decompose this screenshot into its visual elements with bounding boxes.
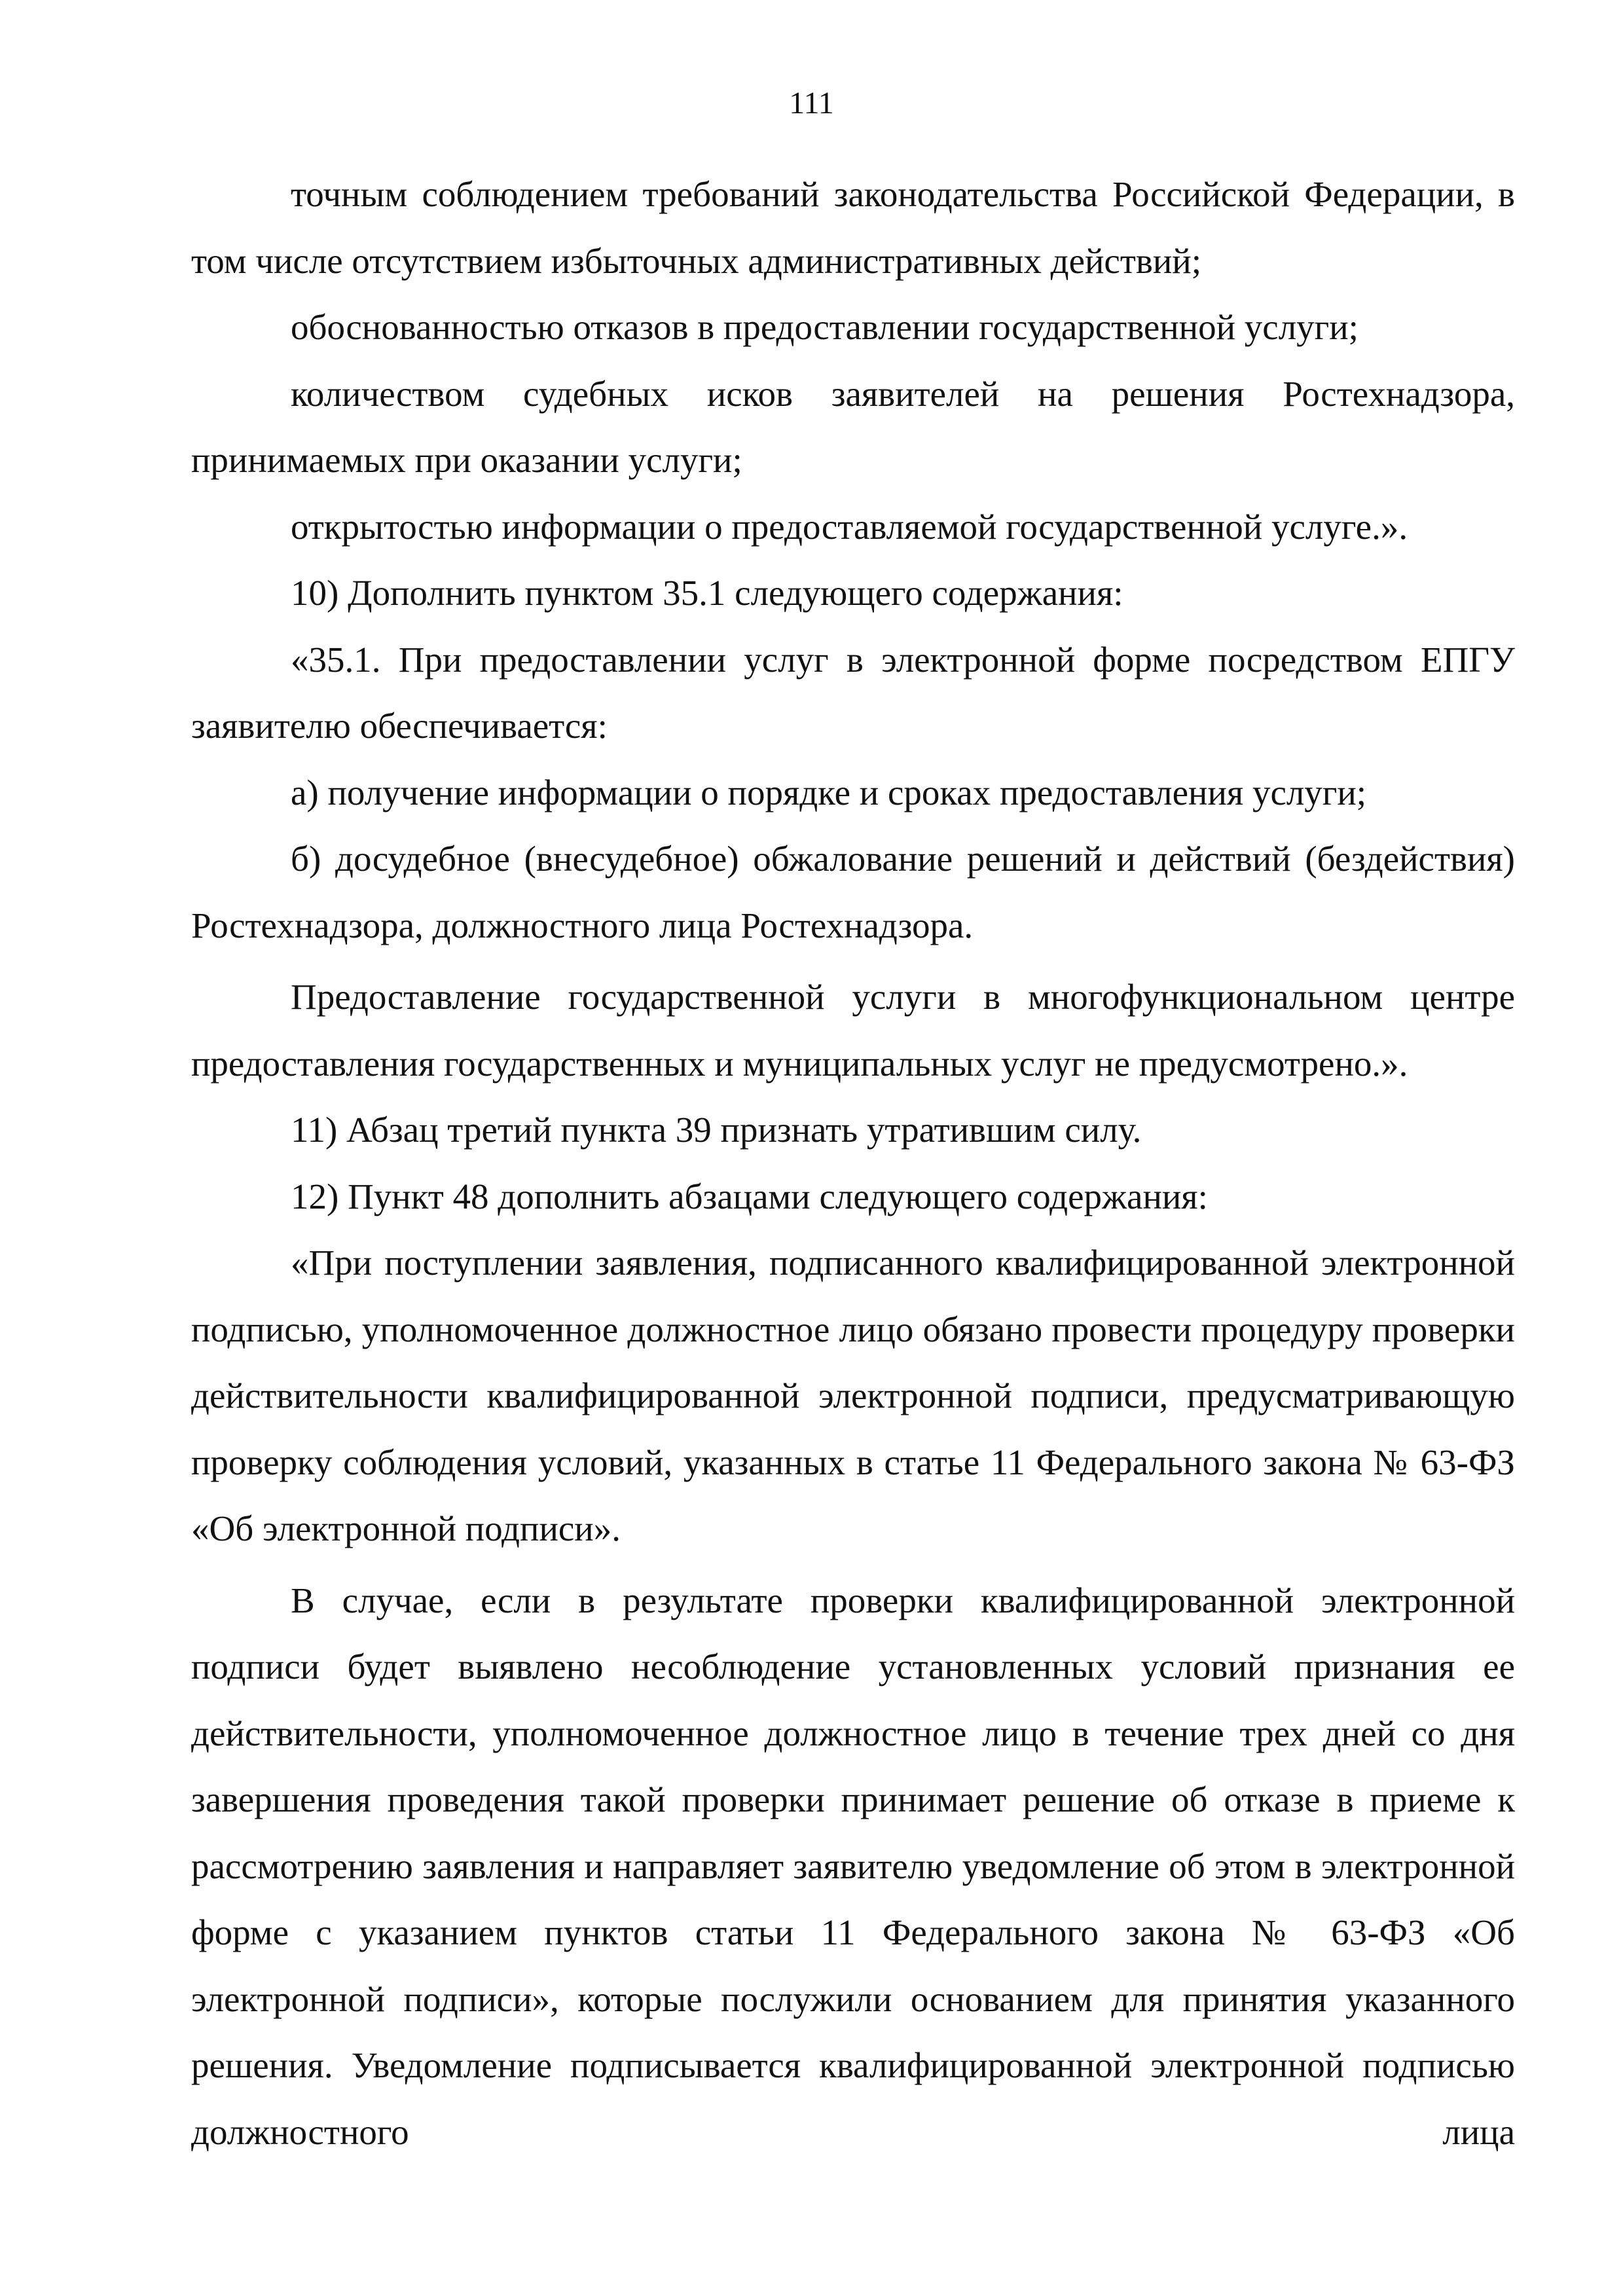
paragraph: открытостью информации о предоставляемой государственной услуге.». <box>291 506 1408 547</box>
paragraph: а) получение информации о порядке и сроках предоставления услуги; <box>291 772 1367 812</box>
paragraph: 11) Абзац третий пункта 39 признать утратившим силу. <box>291 1110 1142 1150</box>
paragraph: «При поступлении заявления, подписанного квалифицированной электронной подписью, уполномоченное должностное лицо обязано провести процедуру проверки действительности квалифицированной электронной подписи, предусматривающую проверку соблюдения условий, указанных в статье 11 Федерального закона № 63-ФЗ «Об электронной подписи». <box>191 1243 1515 1548</box>
paragraph: «35.1. При предоставлении услуг в электронной форме посредством ЕПГУ заявителю обеспечивается: <box>191 639 1515 746</box>
paragraph: количеством судебных исков заявителей на решения Ростехнадзора, принимаемых при оказании услуги; <box>191 373 1515 480</box>
paragraph: б) досудебное (внесудебное) обжалование решений и действий (бездействия) Ростехнадзора, должностного лица Ростехнадзора. <box>191 839 1515 945</box>
paragraph: обоснованностью отказов в предоставлении государственной услуги; <box>291 307 1359 347</box>
paragraph: В случае, если в результате проверки квалифицированной электронной подписи будет выявлено несоблюдение установленных условий признания ее действительности, уполномоченное должностное лицо в течение трех дней со дня завершения проведения такой проверки принимает решение об отказе в приеме к рассмотрению заявления и направляет заявителю уведомление об этом в электронной форме с указанием пунктов статьи 11 Федерального закона № 63-ФЗ «Об электронной подписи», которые послужили основанием для принятия указанного решения. Уведомление подписывается квалифицированной электронной подписью должностного лица <box>191 1580 1515 2152</box>
paragraph: точным соблюдением требований законодательства Российской Федерации, в том числе отсутствием избыточных административных действий; <box>191 174 1515 281</box>
paragraph: 10) Дополнить пунктом 35.1 следующего содержания: <box>291 573 1123 613</box>
paragraph: Предоставление государственной услуги в многофункциональном центре предоставления государственных и муниципальных услуг не предусмотрено.». <box>191 977 1515 1084</box>
paragraph: 12) Пункт 48 дополнить абзацами следующего содержания: <box>291 1176 1208 1216</box>
document-body <box>191 161 1515 2165</box>
page-number: 111 <box>789 86 834 120</box>
